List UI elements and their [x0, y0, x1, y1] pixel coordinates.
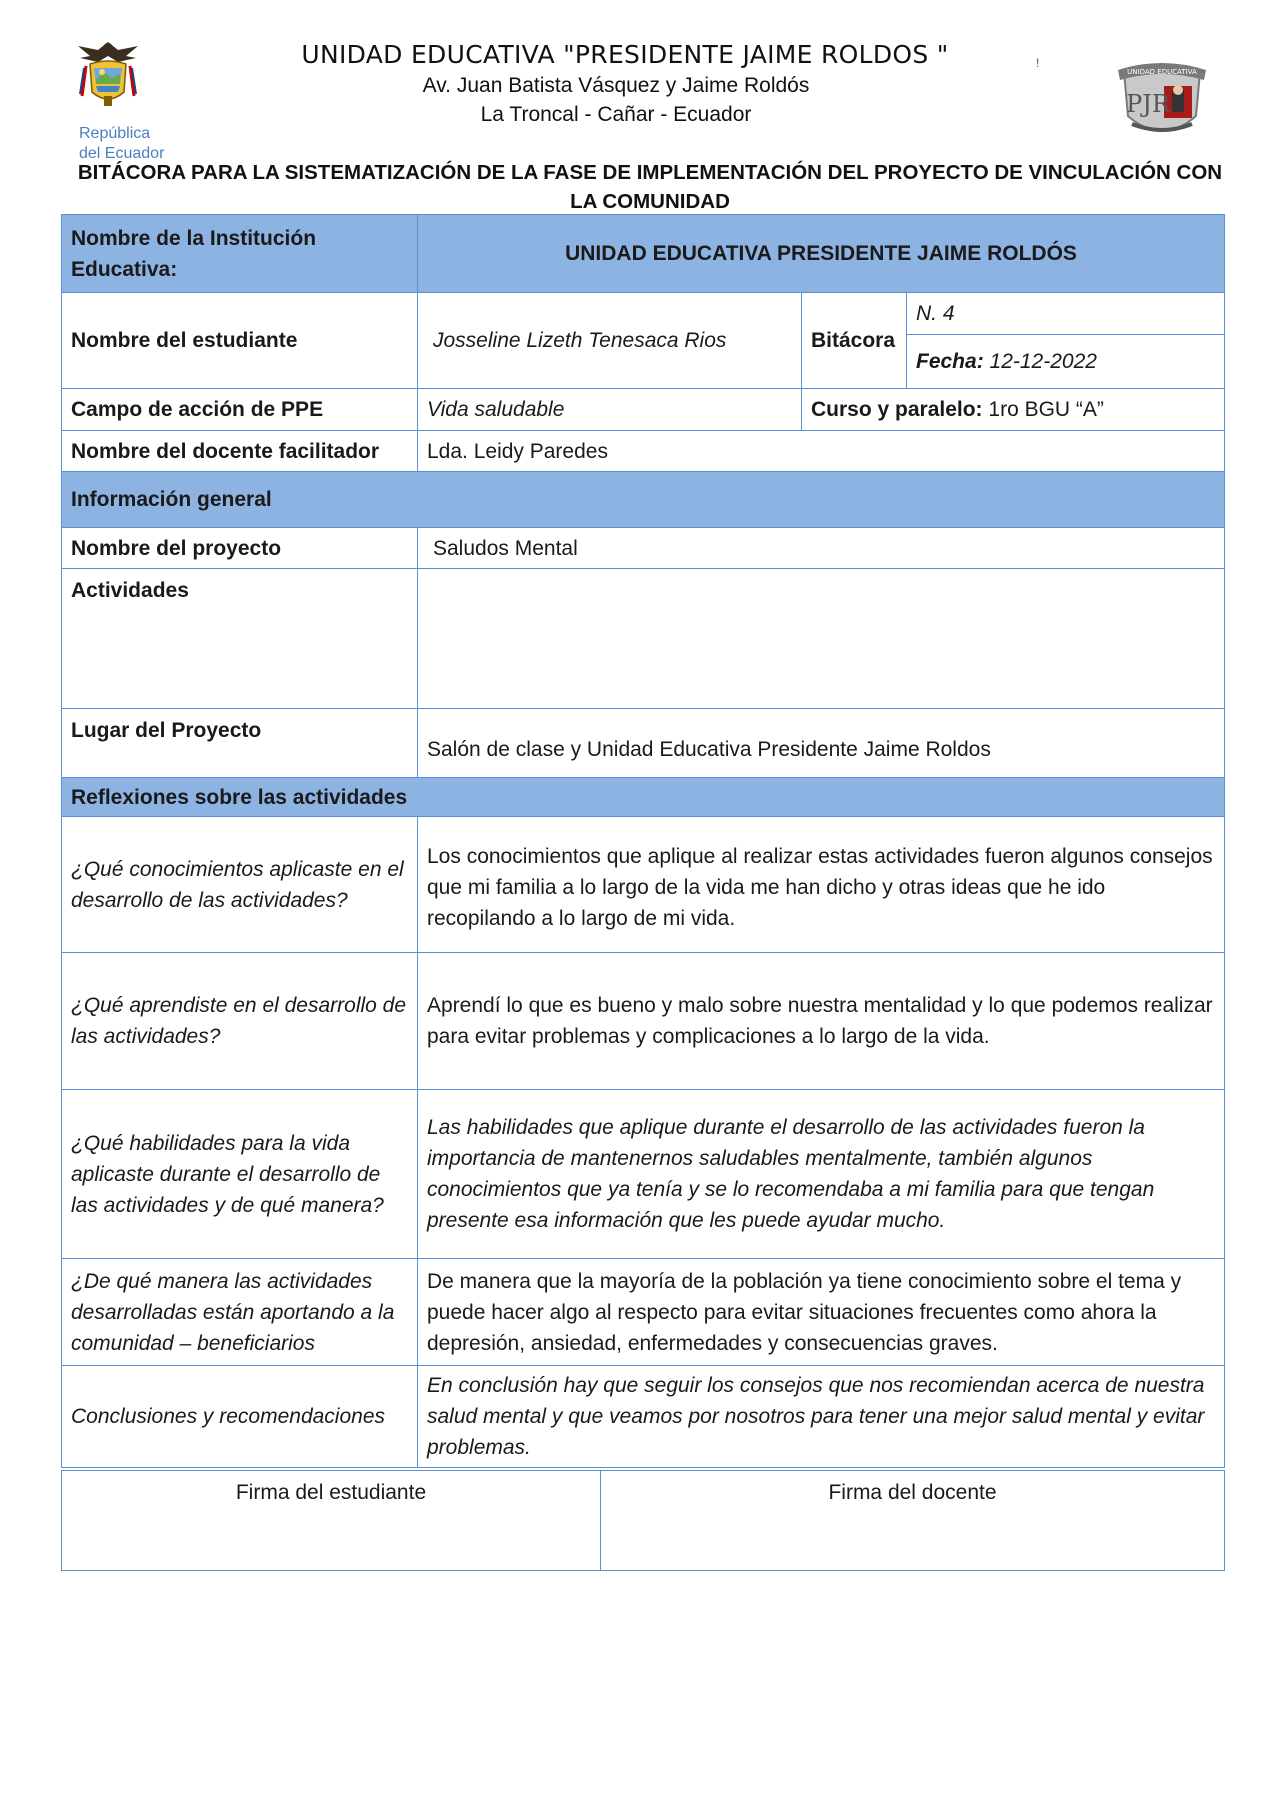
question-row-3 — [62, 1090, 1225, 1259]
answer-3: Las habilidades que aplique durante el desarrollo de las actividades fueron la importancia de mantenernos saludables mentalmente, también algunos conocimientos que ya tenía y se lo recomendaba a mi familia para que tengan presente esa información que les puede ayudar mucho. — [418, 1090, 1225, 1259]
teacher-signature-box[interactable] — [601, 1471, 1225, 1571]
logbook-form-table — [61, 214, 1225, 1468]
date-label: Fecha: — [916, 350, 984, 373]
school-address: Av. Juan Batista Vásquez y Jaime Roldós — [422, 74, 810, 97]
student-signature-box[interactable] — [62, 1471, 601, 1571]
logo-initials: PJR — [1126, 90, 1170, 118]
activities-label: Actividades — [62, 569, 418, 709]
school-name-heading: UNIDAD EDUCATIVA "PRESIDENTE JAIME ROLDOS " — [301, 40, 949, 69]
question-row-2 — [62, 953, 1225, 1090]
activities-value — [418, 569, 1225, 709]
project-row — [62, 528, 1225, 569]
field-label: Campo de acción de PPE — [62, 389, 418, 431]
signature-row — [62, 1471, 1225, 1571]
answer-4: De manera que la mayoría de la población ya tiene conocimiento sobre el tema y puede hacer algo al respecto para evitar situaciones frecuentes como ahora la depresión, ansiedad, enfermedades y consecuencias graves. — [418, 1259, 1225, 1366]
place-row — [62, 709, 1225, 778]
document-title-line2: LA COMUNIDAD — [570, 190, 730, 213]
question-row-4 — [62, 1259, 1225, 1366]
question-row-1 — [62, 817, 1225, 953]
question-5: Conclusiones y recomendaciones — [62, 1366, 418, 1468]
course-label: Curso y paralelo: — [811, 398, 983, 421]
answer-2: Aprendí lo que es bueno y malo sobre nuestra mentalidad y lo que podemos realizar para evitar problemas y complicaciones a lo largo de la vida. — [418, 953, 1225, 1090]
institution-row — [62, 215, 1225, 293]
project-value: Saludos Mental — [418, 528, 1225, 569]
activities-row — [62, 569, 1225, 709]
teacher-label: Nombre del docente facilitador — [62, 431, 418, 472]
republic-label-line2: del Ecuador — [79, 145, 165, 162]
question-4: ¿De qué manera las actividades desarrolladas están aportando a la comunidad – beneficiarios — [62, 1259, 418, 1366]
general-info-row — [62, 472, 1225, 528]
course-cell — [802, 389, 1225, 431]
student-value: Josseline Lizeth Tenesaca Rios — [418, 293, 802, 389]
decorative-mark: ! — [1036, 56, 1040, 70]
logo-banner-text: UNIDAD EDUCATIVA — [1127, 68, 1197, 76]
answer-5: En conclusión hay que seguir los consejos que nos recomiendan acerca de nuestra salud mental y que veamos por nosotros para tener una mejor salud mental y evitar problemas. — [418, 1366, 1225, 1468]
date-cell — [907, 335, 1225, 389]
question-1: ¿Qué conocimientos aplicaste en el desarrollo de las actividades? — [62, 817, 418, 953]
place-value: Salón de clase y Unidad Educativa Presidente Jaime Roldos — [418, 709, 1225, 778]
answer-1: Los conocimientos que aplique al realizar estas actividades fueron algunos consejos que mi familia a lo largo de la vida me han dicho y otras ideas que he ido recopilando a lo largo de mi vida. — [418, 817, 1225, 953]
course-value: 1ro BGU “A” — [988, 398, 1104, 421]
school-logo-icon — [1114, 58, 1210, 146]
institution-label: Nombre de la Institución Educativa: — [62, 215, 418, 293]
bitacora-number: N. 4 — [907, 293, 1225, 335]
place-label: Lugar del Proyecto — [62, 709, 418, 778]
institution-value: UNIDAD EDUCATIVA PRESIDENTE JAIME ROLDÓS — [418, 215, 1225, 293]
signature-table — [61, 1470, 1225, 1571]
reflections-header: Reflexiones sobre las actividades — [62, 778, 1225, 817]
general-info-header: Información general — [62, 472, 1225, 528]
teacher-signature-label: Firma del docente — [828, 1481, 997, 1504]
school-location: La Troncal - Cañar - Ecuador — [480, 103, 752, 126]
question-row-5 — [62, 1366, 1225, 1468]
date-value: 12-12-2022 — [989, 350, 1097, 373]
document-title-line1: BITÁCORA PARA LA SISTEMATIZACIÓN DE LA FASE DE IMPLEMENTACIÓN DEL PROYECTO DE VINCULACIÓN CON — [77, 161, 1223, 184]
question-2: ¿Qué aprendiste en el desarrollo de las actividades? — [62, 953, 418, 1090]
field-value: Vida saludable — [418, 389, 802, 431]
project-label: Nombre del proyecto — [62, 528, 418, 569]
teacher-value: Lda. Leidy Paredes — [418, 431, 1225, 472]
student-row — [62, 293, 1225, 335]
bitacora-label: Bitácora — [802, 293, 907, 389]
document-title — [60, 158, 1240, 216]
student-label: Nombre del estudiante — [62, 293, 418, 389]
republic-label-line1: República — [79, 125, 151, 142]
question-3: ¿Qué habilidades para la vida aplicaste durante el desarrollo de las actividades y de qué manera? — [62, 1090, 418, 1259]
student-signature-label: Firma del estudiante — [235, 1481, 427, 1504]
reflections-row — [62, 778, 1225, 817]
teacher-row — [62, 431, 1225, 472]
field-row — [62, 389, 1225, 431]
